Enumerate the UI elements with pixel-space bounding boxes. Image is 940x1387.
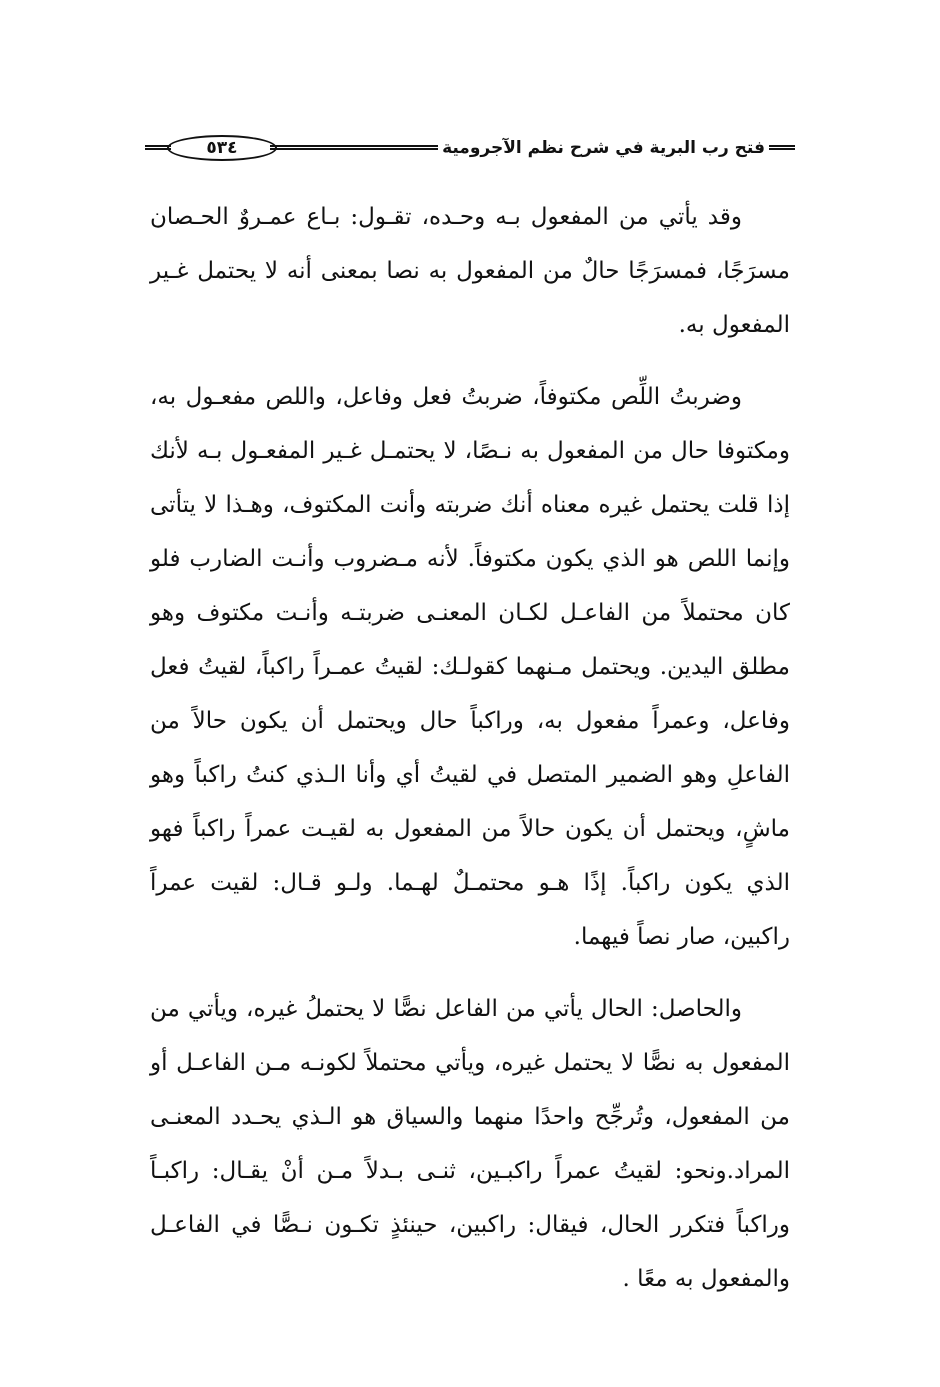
page-body [150,190,790,1306]
header-rule-middle [270,145,438,150]
header-rule-left [145,145,171,150]
paragraph-2: وضربتُ اللِّص مكتوفاً، ضربتُ فعل وفاعل، واللص مفعـول به، ومكتوفا حال من المفعول به نـصًا، لا يحتمـل غـير المفعـول بـه لأنك إذا قلت يحتمل غيره معناه أنك ضربته وأنت المكتوف، وهـذا لا يتأتى وإنما اللص هو الذي يكون مكتوفاً. لأنه مـضروب وأنـت الضارب فلو كان محتملاً من الفاعـل لكـان المعنـى ضربتـه وأنـت مكتوف وهو مطلق اليدين. ويحتمل مـنهما كقولـك: لقيتُ عمـراً راكباً، لقيتُ فعل وفاعل، وعمراً مفعول به، وراكباً حال ويحتمل أن يكون حالاً من الفاعلِ وهو الضمير المتصل في لقيتُ أي وأنا الـذي كنتُ راكباً وهو ماشٍ، ويحتمل أن يكون حالاً من المفعول به لقيـت عمراً راكباً فهو الذي يكون راكباً. إذًا هـو محتمـلٌ لهـما. ولـو قـال: لقيت عمراً راكبين، صار نصاً فيهما. [150,384,790,950]
running-header [145,132,795,172]
page-number: ٥٣٤ [167,135,277,161]
header-rule-right [769,145,795,150]
paragraph-3: والحاصل: الحال يأتي من الفاعل نصًّا لا يحتملُ غيره، ويأتي من المفعول به نصًّا لا يحتمل غيره، ويأتي محتملاً لكونـه مـن الفاعـل أو من المفعول، وتُرجِّح واحدًا منهما والسياق هو الـذي يحـدد المعنـى المراد.ونحو: لقيتُ عمراً راكبـين، ثنـى بـدلاً مـن أنْ يقـال: راكبـاً وراكباً فتكرر الحال، فيقال: راكبين، حينئذٍ تكـون نـصًّا في الفاعـل والمفعول به معًا . [150,996,790,1292]
paragraph-1: وقد يأتي من المفعول بـه وحـده، تقـول: بـاع عمـروٌ الحـصان مسرَجًا، فمسرَجًا حالٌ من المفعول به نصا بمعنى أنه لا يحتمل غـير المفعول به. [150,204,790,338]
book-title: فتح رب البرية في شرح نظم الآجرومية [442,138,765,158]
